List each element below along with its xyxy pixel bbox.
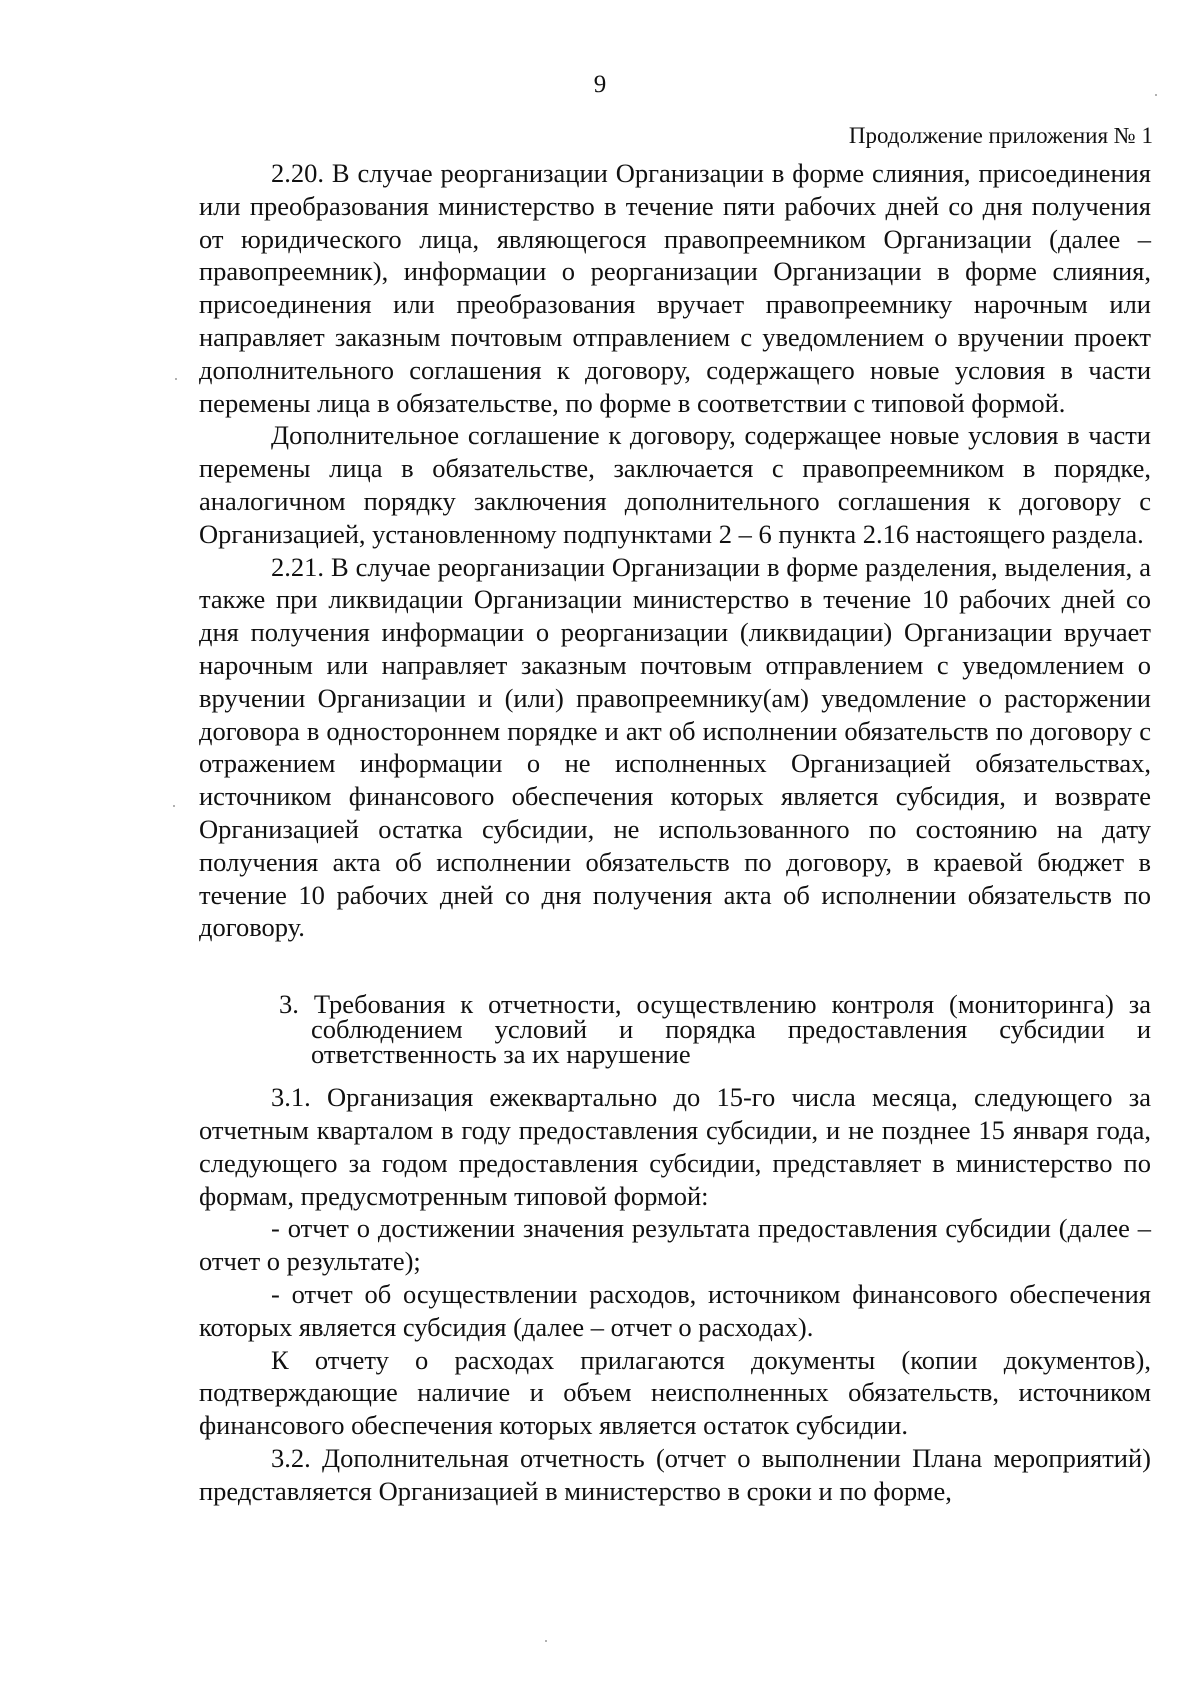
scan-artifact-dot xyxy=(1155,94,1157,96)
paragraph-2-20-additional-agreement: Дополнительное соглашение к договору, содержащее новые условия в части перемены лица в обязательстве, заключается с правопреемником в порядке, аналогичном порядку заключения дополнительного соглашения к договору с Организацией, установленному подпунктами 2 – 6 пункта 2.16 настоящего раздела. xyxy=(199,420,1151,549)
list-item-result-report: - отчет о достижении значения результата предоставления субсидии (далее – отчет о результате); xyxy=(199,1213,1151,1277)
paragraph-3-1: 3.1. Организация ежеквартально до 15-го числа месяца, следующего за отчетным кварталом в году предоставления субсидии, и не позднее 15 января года, следующего за годом предоставления субсидии, представляет в министерство по формам, предусмотренным типовой формой: xyxy=(199,1082,1151,1211)
page-number: 9 xyxy=(593,71,607,98)
section-3-heading: 3. Требования к отчетности, осуществлению контроля (мониторинга) за соблюдением условий и порядка предоставления субсидии и ответственность за их нарушение xyxy=(279,989,1151,1070)
scan-artifact-dot xyxy=(545,1640,547,1642)
document-body xyxy=(199,157,1151,1507)
scan-artifact-dot xyxy=(173,805,175,807)
scan-artifact-dot xyxy=(175,378,177,380)
paragraph-3-1-attachments: К отчету о расходах прилагаются документы (копии документов), подтверждающие наличие и объем неисполненных обязательств, источником финансового обеспечения которых является остаток субсидии. xyxy=(199,1344,1151,1441)
list-item-expense-report: - отчет об осуществлении расходов, источником финансового обеспечения которых является субсидия (далее – отчет о расходах). xyxy=(199,1278,1151,1342)
paragraph-3-2: 3.2. Дополнительная отчетность (отчет о выполнении Плана мероприятий) представляется Организацией в министерство в сроки и по форме, xyxy=(199,1442,1151,1506)
running-header: Продолжение приложения № 1 xyxy=(848,123,1153,148)
paragraph-2-20: 2.20. В случае реорганизации Организации в форме слияния, присоединения или преобразования министерство в течение пяти рабочих дней со дня получения от юридического лица, являющегося правопреемником Организации (далее – правопреемник), информации о реорганизации Организации в форме слияния, присоединения или преобразования вручает правопреемнику нарочным или направляет заказным почтовым отправлением с уведомлением о вручении проект дополнительного соглашения к договору, содержащего новые условия в части перемены лица в обязательстве, по форме в соответствии с типовой формой. xyxy=(199,158,1151,418)
paragraph-2-21: 2.21. В случае реорганизации Организации в форме разделения, выделения, а также при ликвидации Организации министерство в течение 10 рабочих дней со дня получения информации о реорганизации (ликвидации) Организации вручает нарочным или направляет заказным почтовым отправлением с уведомлением о вручении Организации и (или) правопреемнику(ам) уведомление о расторжении договора в одностороннем порядке и акт об исполнении обязательств по договору с отражением информации о не исполненных Организацией обязательствах, источником финансового обеспечения которых является субсидия, и возврате Организацией остатка субсидии, не использованного по состоянию на дату получения акта об исполнении обязательств по договору, в краевой бюджет в течение 10 рабочих дней со дня получения акта об исполнении обязательств по договору. xyxy=(199,551,1151,943)
